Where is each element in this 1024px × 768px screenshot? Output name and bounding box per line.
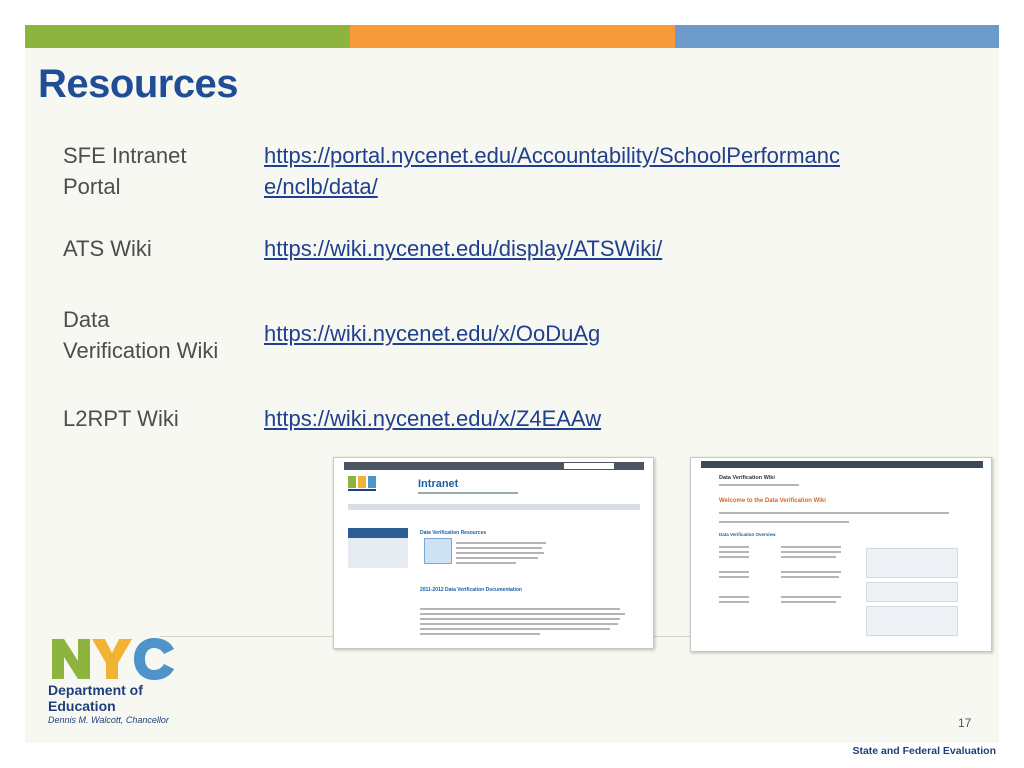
label-line: Data [63, 307, 110, 332]
resource-label-l2rpt-wiki [63, 403, 253, 434]
sidebar-header [348, 528, 408, 538]
text-line [420, 633, 540, 635]
logo-chancellor-text: Dennis M. Walcott, Chancellor [48, 715, 169, 725]
brand-tagline-line [418, 492, 518, 494]
resource-link-l2rpt-wiki[interactable] [264, 403, 944, 434]
text-line [719, 484, 799, 486]
browser-bar [701, 461, 983, 468]
link-line[interactable]: https://wiki.nycenet.edu/x/OoDuAg [264, 321, 601, 346]
text-line [781, 576, 839, 578]
text-line [420, 608, 620, 610]
intranet-screenshot [333, 457, 654, 649]
wiki-screenshot [690, 457, 992, 652]
label-line: ATS Wiki [63, 236, 152, 261]
header-bar-orange [350, 25, 675, 48]
sidebar-box [866, 582, 958, 602]
text-line [719, 521, 849, 523]
link-line[interactable]: e/nclb/data/ [264, 174, 378, 199]
resource-link-sfe-intranet[interactable] [264, 140, 944, 202]
text-line [719, 512, 949, 514]
wiki-welcome-heading: Welcome to the Data Verification Wiki [719, 498, 826, 504]
resource-label-data-verification-wiki [63, 304, 253, 366]
sidebar-box [866, 548, 958, 578]
text-line [420, 623, 618, 625]
text-line [719, 551, 749, 553]
label-line: L2RPT Wiki [63, 406, 179, 431]
text-line [420, 613, 625, 615]
text-line [719, 596, 749, 598]
logo-line: Department of [48, 682, 143, 698]
text-line [420, 628, 610, 630]
text-line [456, 542, 546, 544]
link-line[interactable]: https://wiki.nycenet.edu/x/Z4EAAw [264, 406, 602, 431]
text-line [781, 601, 836, 603]
text-line [719, 601, 749, 603]
text-line [456, 562, 516, 564]
logo-line: Education [48, 698, 116, 714]
header-bar-green [25, 25, 350, 48]
slide-title: Resources [38, 62, 239, 106]
search-box [564, 463, 614, 469]
header-bar-blue [675, 25, 999, 48]
footer-text: State and Federal Evaluation [852, 745, 996, 757]
text-line [719, 571, 749, 573]
label-line: Verification Wiki [63, 338, 219, 363]
text-line [719, 546, 749, 548]
resource-label-sfe-intranet [63, 140, 253, 202]
nav-bar [348, 504, 640, 510]
resource-link-ats-wiki[interactable] [264, 233, 944, 264]
text-line [420, 618, 620, 620]
page-number: 17 [958, 716, 972, 730]
link-line[interactable]: https://portal.nycenet.edu/Accountability/SchoolPerformanc [264, 143, 840, 168]
text-line [456, 557, 538, 559]
checkmark-icon [424, 538, 452, 564]
label-line: Portal [63, 174, 121, 199]
sidebar-box [866, 606, 958, 636]
logo-department-text [48, 682, 143, 714]
text-line [719, 556, 749, 558]
link-line[interactable]: https://wiki.nycenet.edu/display/ATSWiki/ [264, 236, 663, 261]
text-line [781, 556, 836, 558]
text-line [456, 547, 542, 549]
section-heading: Data Verification Resources [420, 530, 487, 536]
resource-label-ats-wiki [63, 233, 253, 264]
wiki-page-title: Data Verification Wiki [719, 475, 775, 481]
label-line: SFE Intranet [63, 143, 187, 168]
wiki-overview-heading: Data Verification Overview [719, 532, 776, 537]
text-line [781, 546, 841, 548]
text-line [781, 596, 841, 598]
text-line [781, 571, 841, 573]
text-line [781, 551, 841, 553]
intranet-brand: Intranet [418, 478, 459, 490]
section-subheading: 2011-2012 Data Verification Documentation [420, 587, 522, 593]
nyc-logo-icon [348, 476, 388, 494]
text-line [719, 576, 749, 578]
resource-link-data-verification-wiki[interactable] [264, 318, 944, 349]
text-line [456, 552, 544, 554]
